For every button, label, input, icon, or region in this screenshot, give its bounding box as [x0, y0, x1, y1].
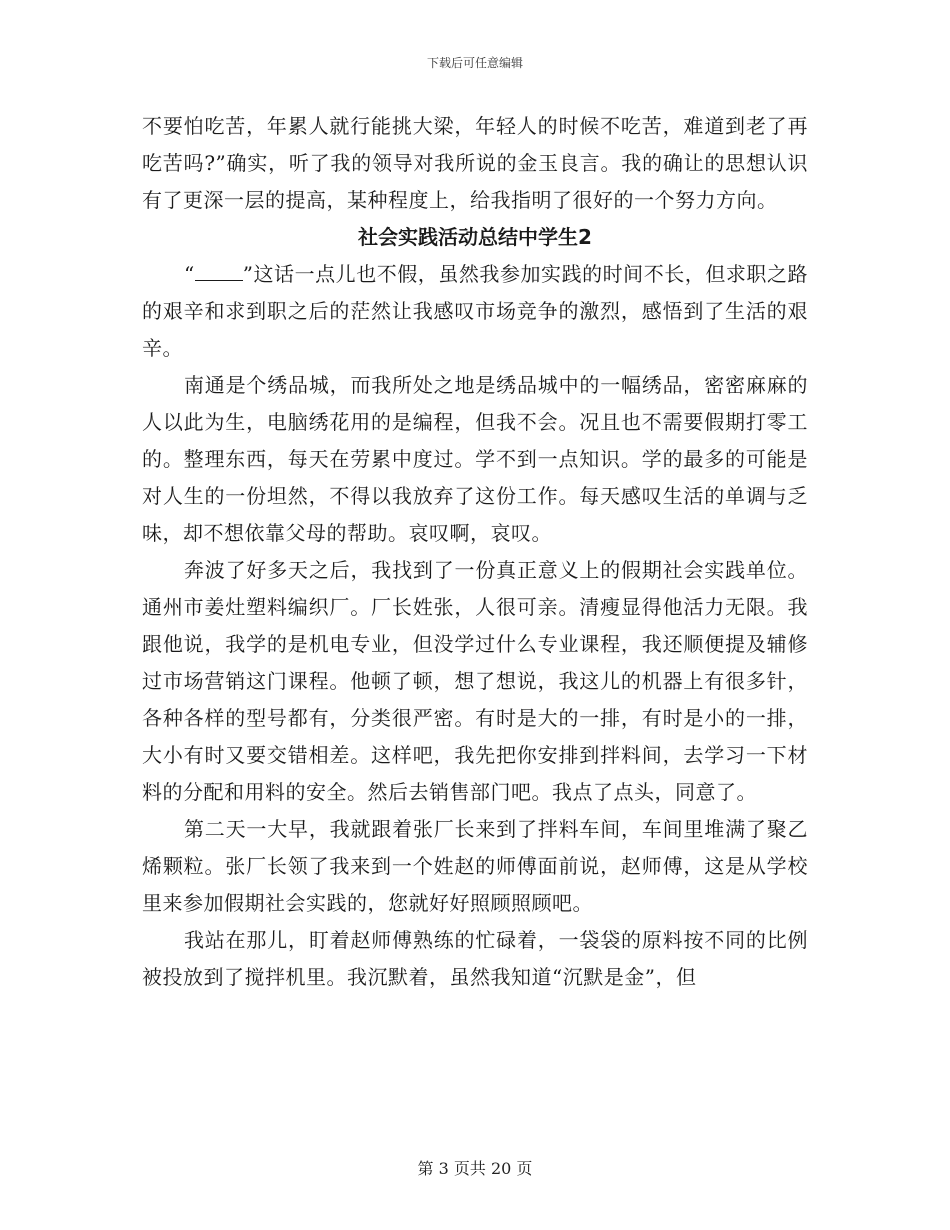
fill-in-blank — [195, 262, 243, 281]
paragraph-6: 我站在那儿，盯着赵师傅熟练的忙碌着，一袋袋的原料按不同的比例被投放到了搅拌机里。我沉默着，虽然我知道“沉默是金”，但 — [142, 928, 808, 989]
paragraph-2 — [142, 256, 808, 367]
paragraph-4: 奔波了好多天之后，我找到了一份真正意义上的假期社会实践单位。通州市姜灶塑料编织厂。厂长姓张，人很可亲。清瘦显得他活力无限。我跟他说，我学的是机电专业，但没学过什么专业课程，我还顺便提及辅修过市场营销这门课程。他顿了顿，想了想说，我这儿的机器上有很多针，各种各样的型号都有，分类很严密。有时是大的一排，有时是小的一排，大小有时又要交错相差。这样吧，我先把你安排到拌料间，去学习一下材料的分配和用料的安全。然后去销售部门吧。我点了点头，同意了。 — [142, 558, 808, 804]
page-header: 下载后可任意编辑 — [426, 56, 523, 70]
open-quote: “ — [184, 262, 195, 286]
paragraph-1: 不要怕吃苦，年累人就行能挑大梁，年轻人的时候不吃苦，难道到老了再吃苦吗?”确实，听了我的领导对我所说的金玉良言。我的确让的思想认识有了更深一层的提高，某种程度上，给我指明了很好的一个努力方向。 — [142, 114, 808, 212]
paragraph-2-text: ”这话一点儿也不假，虽然我参加实践的时间不长，但求职之路的艰辛和求到职之后的茫然让我感叹市场竞争的激烈，感悟到了生活的艰辛。 — [142, 262, 808, 360]
page-footer: 第 3 页共 20 页 — [417, 1159, 533, 1178]
paragraph-3: 南通是个绣品城，而我所处之地是绣品城中的一幅绣品，密密麻麻的人以此为生，电脑绣花用的是编程，但我不会。况且也不需要假期打零工的。整理东西，每天在劳累中度过。学不到一点知识。学的最多的可能是对人生的一份坦然，不得以我放弃了这份工作。每天感叹生活的单调与乏味，却不想依靠父母的帮助。哀叹啊，哀叹。 — [142, 373, 808, 545]
paragraph-5: 第二天一大早，我就跟着张厂长来到了拌料车间，车间里堆满了聚乙烯颗粒。张厂长领了我来到一个姓赵的师傅面前说，赵师傅，这是从学校里来参加假期社会实践的，您就好好照顾照顾吧。 — [142, 817, 808, 915]
document-body — [142, 108, 808, 996]
section-heading: 社会实践活动总结中学生2 — [358, 225, 592, 249]
